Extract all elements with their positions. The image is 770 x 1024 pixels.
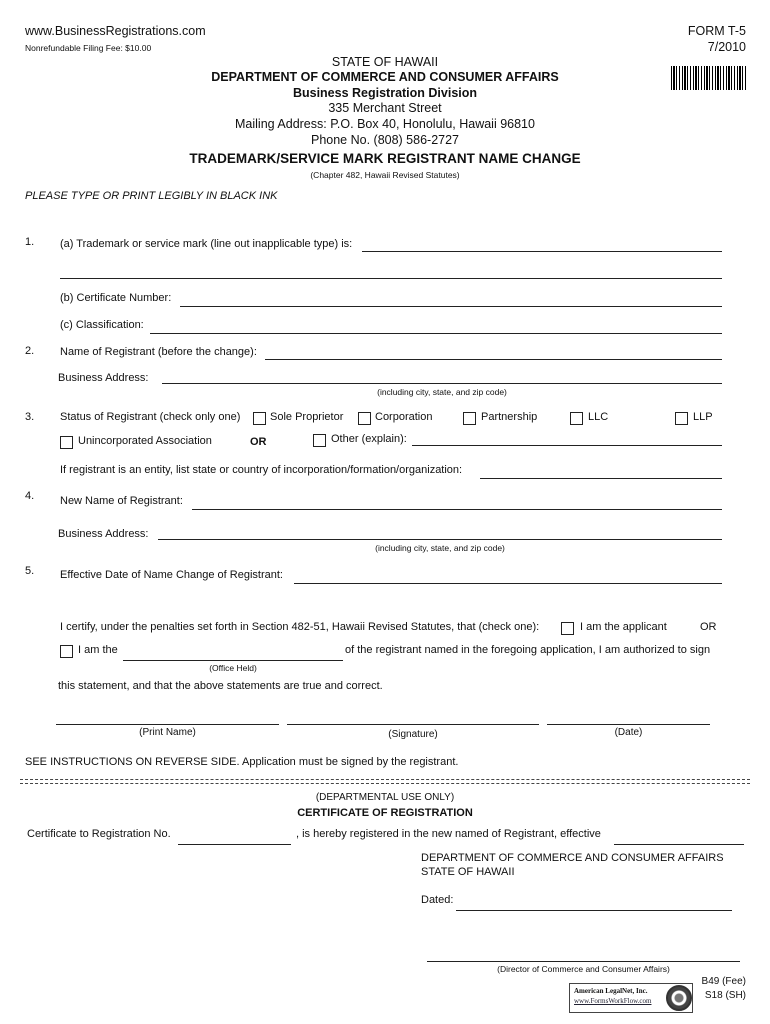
partnership-checkbox[interactable]	[463, 412, 476, 425]
partnership-label: Partnership	[481, 411, 538, 423]
address-hint: (including city, state, and zip code)	[377, 387, 507, 397]
certify-statement: I certify, under the penalties set forth in Section 482-51, Hawaii Revised Statutes, that (check one):	[60, 621, 540, 633]
director-label: (Director of Commerce and Consumer Affairs)	[497, 964, 670, 974]
print-name-input[interactable]	[56, 724, 279, 725]
phone-number: Phone No. (808) 586-2727	[310, 133, 460, 147]
new-name-label: New Name of Registrant:	[60, 495, 183, 507]
effective-date-label: Effective Date of Name Change of Registrant:	[60, 569, 283, 581]
section-number-4: 4.	[25, 490, 35, 502]
form-code-sh: S18 (SH)	[704, 990, 746, 1001]
mailing-address: Mailing Address: P.O. Box 40, Honolulu, Hawaii 96810	[235, 117, 535, 131]
sole-proprietor-checkbox[interactable]	[253, 412, 266, 425]
applicant-checkbox[interactable]	[561, 622, 574, 635]
form-date: 7/2010	[707, 40, 746, 54]
signature-hint: (Signature)	[388, 729, 438, 740]
director-signature-line[interactable]	[427, 961, 740, 962]
departmental-use-label: (DEPARTMENTAL USE ONLY)	[315, 792, 455, 803]
unincorporated-label: Unincorporated Association	[78, 435, 212, 447]
date-input[interactable]	[547, 724, 710, 725]
mark-label: (a) Trademark or service mark (line out inapplicable type) is:	[60, 238, 353, 250]
entity-jurisdiction-input[interactable]	[480, 478, 722, 479]
registrant-name-input[interactable]	[265, 359, 722, 360]
section-divider	[20, 779, 750, 784]
llc-checkbox[interactable]	[570, 412, 583, 425]
sole-proprietor-label: Sole Proprietor	[270, 411, 344, 423]
llc-label: LLC	[588, 411, 609, 423]
applicant-label: I am the applicant	[580, 621, 667, 633]
new-business-address-label: Business Address:	[58, 528, 149, 540]
publisher-name: American LegalNet, Inc.	[574, 987, 648, 995]
dated-label: Dated:	[421, 894, 454, 906]
registrant-name-label: Name of Registrant (before the change):	[60, 346, 257, 358]
publisher-seal-icon	[666, 985, 692, 1011]
llp-checkbox[interactable]	[675, 412, 688, 425]
status-label: Status of Registrant (check only one)	[60, 411, 241, 423]
instructions-note: SEE INSTRUCTIONS ON REVERSE SIDE. Application must be signed by the registrant.	[25, 756, 459, 768]
other-checkbox[interactable]	[313, 434, 326, 447]
chapter-reference: (Chapter 482, Hawaii Revised Statutes)	[310, 170, 460, 180]
print-name-hint: (Print Name)	[139, 727, 196, 738]
effective-date-input[interactable]	[294, 583, 722, 584]
signature-input[interactable]	[287, 724, 539, 725]
registration-effective-input[interactable]	[614, 844, 744, 845]
publisher-url[interactable]: www.FormsWorkFlow.com	[574, 997, 652, 1005]
filing-fee: Nonrefundable Filing Fee: $10.00	[25, 43, 152, 53]
section-number-2: 2.	[25, 345, 35, 357]
status-or-text: OR	[250, 436, 267, 448]
i-am-the-label: I am the	[78, 644, 118, 656]
authorized-text: of the registrant named in the foregoing application, I am authorized to sign	[345, 644, 711, 656]
llp-label: LLP	[693, 411, 713, 423]
section-number-1: 1.	[25, 236, 35, 248]
new-address-hint: (including city, state, and zip code)	[375, 543, 505, 553]
corporation-label: Corporation	[375, 411, 433, 423]
date-hint: (Date)	[614, 727, 643, 738]
business-address-label: Business Address:	[58, 372, 149, 384]
unincorporated-checkbox[interactable]	[60, 436, 73, 449]
new-name-input[interactable]	[192, 509, 722, 510]
section-number-5: 5.	[25, 565, 35, 577]
office-held-hint: (Office Held)	[209, 663, 257, 673]
certificate-number-label: (b) Certificate Number:	[60, 292, 172, 304]
dated-input[interactable]	[456, 910, 732, 911]
certify-or-text: OR	[700, 621, 717, 633]
certificate-title: CERTIFICATE OF REGISTRATION	[297, 807, 473, 819]
registration-number-label: Certificate to Registration No.	[27, 828, 171, 840]
registered-text: , is hereby registered in the new named of Registrant, effective	[296, 828, 601, 840]
form-code-fee: B49 (Fee)	[701, 976, 746, 987]
entity-jurisdiction-label: If registrant is an entity, list state or country of incorporation/formation/organization:	[60, 464, 463, 476]
form-title: TRADEMARK/SERVICE MARK REGISTRANT NAME CHANGE	[189, 151, 581, 166]
registration-number-input[interactable]	[178, 844, 291, 845]
business-address-input[interactable]	[162, 383, 722, 384]
street-address: 335 Merchant Street	[328, 101, 442, 115]
department-heading: DEPARTMENT OF COMMERCE AND CONSUMER AFFAIRS	[211, 70, 559, 84]
mark-input-line[interactable]	[362, 251, 722, 252]
office-checkbox[interactable]	[60, 645, 73, 658]
other-label: Other (explain):	[331, 433, 407, 445]
division-heading: Business Registration Division	[292, 86, 478, 100]
other-explain-input[interactable]	[412, 445, 722, 446]
classification-input[interactable]	[150, 333, 722, 334]
corporation-checkbox[interactable]	[358, 412, 371, 425]
ink-instruction: PLEASE TYPE OR PRINT LEGIBLY IN BLACK INK	[25, 190, 278, 202]
office-held-input[interactable]	[123, 660, 343, 661]
dept-signature-state: STATE OF HAWAII	[421, 866, 515, 878]
section-number-3: 3.	[25, 411, 35, 423]
state-heading: STATE OF HAWAII	[331, 55, 439, 69]
dept-signature-department: DEPARTMENT OF COMMERCE AND CONSUMER AFFAIRS	[421, 852, 724, 864]
classification-label: (c) Classification:	[60, 319, 144, 331]
certificate-number-input[interactable]	[180, 306, 722, 307]
website-text: www.BusinessRegistrations.com	[25, 24, 206, 38]
certify-statement-end: this statement, and that the above statements are true and correct.	[58, 680, 383, 692]
mark-input-line-2[interactable]	[60, 278, 722, 279]
form-id: FORM T-5	[687, 24, 746, 38]
new-business-address-input[interactable]	[158, 539, 722, 540]
